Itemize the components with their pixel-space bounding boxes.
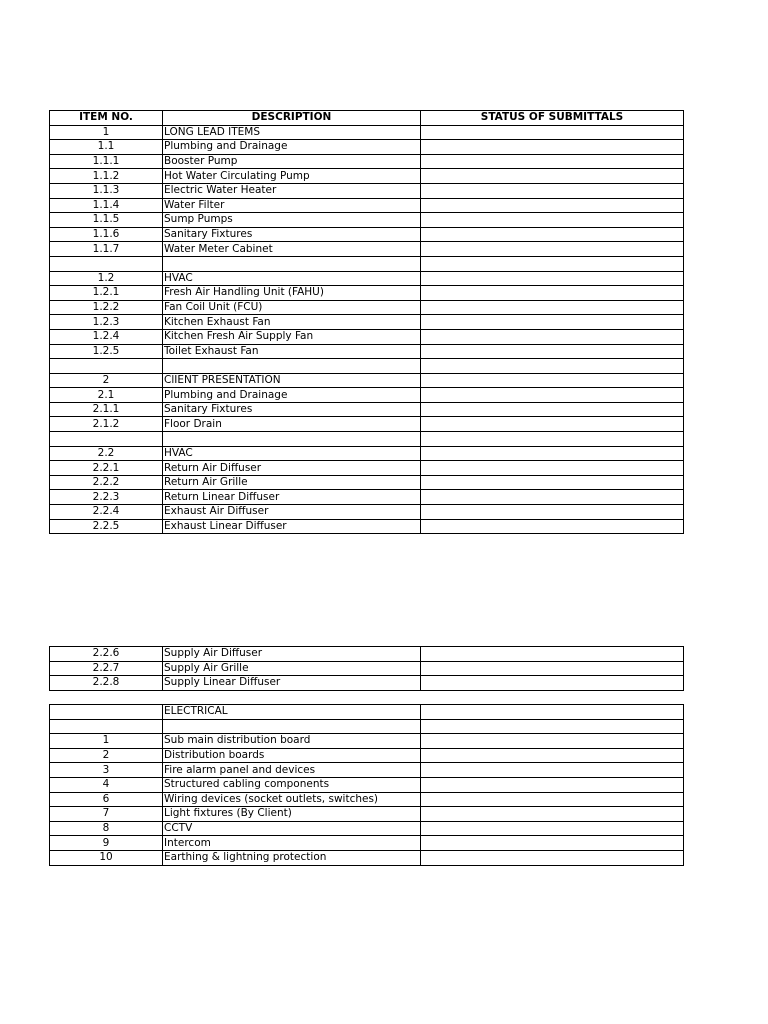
status-cell bbox=[421, 676, 684, 691]
table-row bbox=[50, 344, 684, 359]
table-row bbox=[50, 490, 684, 505]
description-cell: Sanitary Fixtures bbox=[163, 402, 421, 417]
description-cell: Light fixtures (By Client) bbox=[163, 807, 421, 822]
table-row bbox=[50, 388, 684, 403]
item-no-cell: 1.2.1 bbox=[50, 286, 163, 301]
description-cell: Return Air Diffuser bbox=[163, 461, 421, 476]
description-cell: Sub main distribution board bbox=[163, 734, 421, 749]
item-no-cell: 2.1 bbox=[50, 388, 163, 403]
item-no-cell bbox=[50, 705, 163, 720]
description-cell: Return Linear Diffuser bbox=[163, 490, 421, 505]
table-row bbox=[50, 519, 684, 534]
description-cell: Wiring devices (socket outlets, switches) bbox=[163, 792, 421, 807]
status-cell bbox=[421, 286, 684, 301]
status-cell bbox=[421, 446, 684, 461]
table-row bbox=[50, 505, 684, 520]
table-row bbox=[50, 256, 684, 271]
status-cell bbox=[421, 242, 684, 257]
status-cell bbox=[421, 388, 684, 403]
item-no-cell bbox=[50, 432, 163, 447]
table-row bbox=[50, 286, 684, 301]
table-row bbox=[50, 417, 684, 432]
table-row bbox=[50, 705, 684, 720]
item-no-cell bbox=[50, 719, 163, 734]
status-cell bbox=[421, 763, 684, 778]
status-cell bbox=[421, 140, 684, 155]
header-row bbox=[50, 111, 684, 126]
description-cell: Hot Water Circulating Pump bbox=[163, 169, 421, 184]
table-row bbox=[50, 373, 684, 388]
item-no-cell: 1.1.7 bbox=[50, 242, 163, 257]
item-no-cell: 8 bbox=[50, 821, 163, 836]
description-cell: Intercom bbox=[163, 836, 421, 851]
item-no-cell: 1.1.2 bbox=[50, 169, 163, 184]
description-cell: HVAC bbox=[163, 446, 421, 461]
description-cell bbox=[163, 719, 421, 734]
item-no-cell bbox=[50, 359, 163, 374]
status-cell bbox=[421, 227, 684, 242]
description-cell: Water Meter Cabinet bbox=[163, 242, 421, 257]
status-cell bbox=[421, 359, 684, 374]
item-no-cell: 1.1.1 bbox=[50, 154, 163, 169]
table-row bbox=[50, 198, 684, 213]
item-no-cell: 2.2.6 bbox=[50, 647, 163, 662]
submittals-table-main bbox=[49, 110, 684, 534]
description-cell: Supply Linear Diffuser bbox=[163, 676, 421, 691]
item-no-cell: 1.1 bbox=[50, 140, 163, 155]
table-row bbox=[50, 734, 684, 749]
submittals-table-electrical bbox=[49, 704, 684, 866]
item-no-cell: 1.2.2 bbox=[50, 300, 163, 315]
submittals-table-continued bbox=[49, 646, 684, 691]
description-cell: Sump Pumps bbox=[163, 213, 421, 228]
description-cell: LONG LEAD ITEMS bbox=[163, 125, 421, 140]
description-cell: Booster Pump bbox=[163, 154, 421, 169]
status-cell bbox=[421, 432, 684, 447]
item-no-cell: 2.2.7 bbox=[50, 661, 163, 676]
status-cell bbox=[421, 154, 684, 169]
status-cell bbox=[421, 300, 684, 315]
status-cell bbox=[421, 490, 684, 505]
status-cell bbox=[421, 169, 684, 184]
status-cell bbox=[421, 661, 684, 676]
description-cell: Exhaust Linear Diffuser bbox=[163, 519, 421, 534]
table-row bbox=[50, 748, 684, 763]
description-cell: Sanitary Fixtures bbox=[163, 227, 421, 242]
item-no-cell: 1.2.3 bbox=[50, 315, 163, 330]
table-row bbox=[50, 763, 684, 778]
status-cell bbox=[421, 461, 684, 476]
status-cell bbox=[421, 792, 684, 807]
table-row bbox=[50, 461, 684, 476]
item-no-cell: 1.2 bbox=[50, 271, 163, 286]
item-no-cell: 2.2.3 bbox=[50, 490, 163, 505]
table-row bbox=[50, 227, 684, 242]
status-cell bbox=[421, 271, 684, 286]
item-no-cell: 1 bbox=[50, 125, 163, 140]
table-row bbox=[50, 183, 684, 198]
status-cell bbox=[421, 836, 684, 851]
status-cell bbox=[421, 198, 684, 213]
table-row bbox=[50, 242, 684, 257]
status-cell bbox=[421, 417, 684, 432]
table-row bbox=[50, 661, 684, 676]
description-cell: ELECTRICAL bbox=[163, 705, 421, 720]
description-cell: CCTV bbox=[163, 821, 421, 836]
status-cell bbox=[421, 748, 684, 763]
table-row bbox=[50, 125, 684, 140]
description-cell: Electric Water Heater bbox=[163, 183, 421, 198]
table-row bbox=[50, 140, 684, 155]
table-row bbox=[50, 792, 684, 807]
table-row bbox=[50, 807, 684, 822]
item-no-cell: 2.1.1 bbox=[50, 402, 163, 417]
status-cell bbox=[421, 402, 684, 417]
table-row bbox=[50, 213, 684, 228]
item-no-cell: 1.2.5 bbox=[50, 344, 163, 359]
description-cell: Water Filter bbox=[163, 198, 421, 213]
description-cell: Floor Drain bbox=[163, 417, 421, 432]
item-no-cell: 2.2.5 bbox=[50, 519, 163, 534]
table-row bbox=[50, 402, 684, 417]
table-row bbox=[50, 446, 684, 461]
status-cell bbox=[421, 850, 684, 865]
status-cell bbox=[421, 777, 684, 792]
status-cell bbox=[421, 125, 684, 140]
description-cell: Fire alarm panel and devices bbox=[163, 763, 421, 778]
item-no-cell: 2.2.2 bbox=[50, 475, 163, 490]
item-no-cell: 1.1.3 bbox=[50, 183, 163, 198]
item-no-cell: 2.2.1 bbox=[50, 461, 163, 476]
description-cell: Earthing & lightning protection bbox=[163, 850, 421, 865]
item-no-cell: 1.1.5 bbox=[50, 213, 163, 228]
description-cell: Fresh Air Handling Unit (FAHU) bbox=[163, 286, 421, 301]
item-no-cell: 9 bbox=[50, 836, 163, 851]
description-cell: ClIENT PRESENTATION bbox=[163, 373, 421, 388]
status-cell bbox=[421, 505, 684, 520]
description-cell: Supply Air Diffuser bbox=[163, 647, 421, 662]
item-no-cell: 7 bbox=[50, 807, 163, 822]
item-no-cell: 2 bbox=[50, 748, 163, 763]
status-cell bbox=[421, 734, 684, 749]
header-status: STATUS OF SUBMITTALS bbox=[421, 111, 684, 126]
item-no-cell: 6 bbox=[50, 792, 163, 807]
description-cell: Structured cabling components bbox=[163, 777, 421, 792]
table-row bbox=[50, 676, 684, 691]
table-row bbox=[50, 777, 684, 792]
description-cell: Distribution boards bbox=[163, 748, 421, 763]
item-no-cell: 2 bbox=[50, 373, 163, 388]
item-no-cell: 4 bbox=[50, 777, 163, 792]
table-row bbox=[50, 432, 684, 447]
description-cell: Kitchen Exhaust Fan bbox=[163, 315, 421, 330]
item-no-cell: 1 bbox=[50, 734, 163, 749]
table-row bbox=[50, 315, 684, 330]
item-no-cell: 2.1.2 bbox=[50, 417, 163, 432]
description-cell: Supply Air Grille bbox=[163, 661, 421, 676]
description-cell: Plumbing and Drainage bbox=[163, 388, 421, 403]
description-cell bbox=[163, 359, 421, 374]
item-no-cell: 2.2 bbox=[50, 446, 163, 461]
item-no-cell: 2.2.4 bbox=[50, 505, 163, 520]
status-cell bbox=[421, 647, 684, 662]
table-row bbox=[50, 475, 684, 490]
description-cell: Kitchen Fresh Air Supply Fan bbox=[163, 329, 421, 344]
status-cell bbox=[421, 807, 684, 822]
table-row bbox=[50, 359, 684, 374]
table-row bbox=[50, 154, 684, 169]
item-no-cell: 10 bbox=[50, 850, 163, 865]
item-no-cell bbox=[50, 256, 163, 271]
table-row bbox=[50, 836, 684, 851]
description-cell: Return Air Grille bbox=[163, 475, 421, 490]
status-cell bbox=[421, 315, 684, 330]
status-cell bbox=[421, 519, 684, 534]
item-no-cell: 2.2.8 bbox=[50, 676, 163, 691]
status-cell bbox=[421, 183, 684, 198]
header-description: DESCRIPTION bbox=[163, 111, 421, 126]
table-row bbox=[50, 850, 684, 865]
status-cell bbox=[421, 719, 684, 734]
status-cell bbox=[421, 373, 684, 388]
table-row bbox=[50, 329, 684, 344]
item-no-cell: 3 bbox=[50, 763, 163, 778]
description-cell: Plumbing and Drainage bbox=[163, 140, 421, 155]
item-no-cell: 1.2.4 bbox=[50, 329, 163, 344]
status-cell bbox=[421, 213, 684, 228]
description-cell: HVAC bbox=[163, 271, 421, 286]
description-cell bbox=[163, 432, 421, 447]
description-cell: Fan Coil Unit (FCU) bbox=[163, 300, 421, 315]
item-no-cell: 1.1.4 bbox=[50, 198, 163, 213]
table-row bbox=[50, 300, 684, 315]
status-cell bbox=[421, 475, 684, 490]
table-row bbox=[50, 169, 684, 184]
description-cell: Exhaust Air Diffuser bbox=[163, 505, 421, 520]
header-item-no: ITEM NO. bbox=[50, 111, 163, 126]
status-cell bbox=[421, 705, 684, 720]
status-cell bbox=[421, 821, 684, 836]
table-row bbox=[50, 821, 684, 836]
item-no-cell: 1.1.6 bbox=[50, 227, 163, 242]
status-cell bbox=[421, 256, 684, 271]
description-cell: Toilet Exhaust Fan bbox=[163, 344, 421, 359]
table-row bbox=[50, 719, 684, 734]
status-cell bbox=[421, 329, 684, 344]
description-cell bbox=[163, 256, 421, 271]
table-row bbox=[50, 271, 684, 286]
table-row bbox=[50, 647, 684, 662]
status-cell bbox=[421, 344, 684, 359]
